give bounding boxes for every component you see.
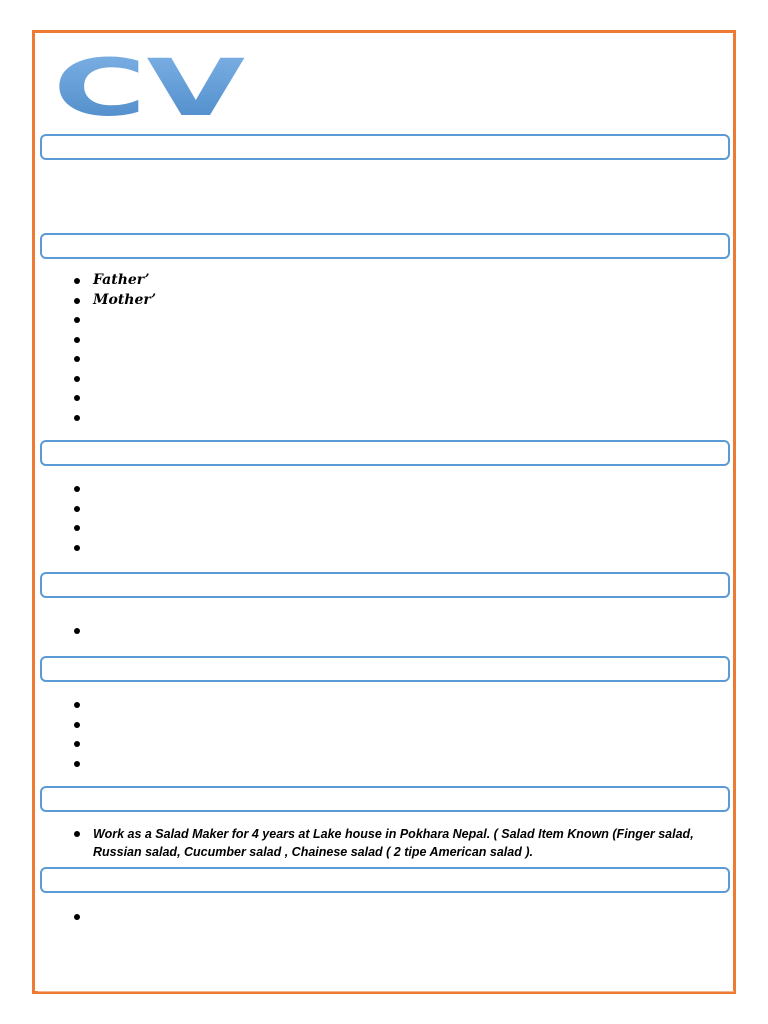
section-bar-3 bbox=[40, 440, 730, 466]
list-item bbox=[35, 408, 705, 428]
cv-page bbox=[32, 30, 736, 994]
section5-list bbox=[35, 695, 705, 773]
list-item bbox=[35, 754, 705, 774]
list-item bbox=[35, 499, 705, 519]
list-item bbox=[35, 349, 705, 369]
family-list bbox=[35, 271, 705, 427]
list-item: Mother’ bbox=[35, 291, 705, 311]
list-item bbox=[35, 388, 705, 408]
list-item bbox=[35, 518, 705, 538]
section-bar-7 bbox=[40, 867, 730, 893]
list-item bbox=[35, 907, 705, 927]
logo-text: CV bbox=[53, 44, 245, 134]
section-bar-4 bbox=[40, 572, 730, 598]
list-item bbox=[35, 369, 705, 389]
list-item: Work as a Salad Maker for 4 years at Lake house in Pokhara Nepal. ( Salad Item Known (Finger salad, Russian salad, Cucumber salad , Chainese salad ( 2 tipe American salad ). bbox=[35, 825, 705, 861]
list-item: Father’ bbox=[35, 271, 705, 291]
list-item bbox=[35, 538, 705, 558]
section-bar-5 bbox=[40, 656, 730, 682]
section-bar-2 bbox=[40, 233, 730, 259]
cv-logo bbox=[53, 44, 248, 134]
section3-list bbox=[35, 479, 705, 557]
list-item bbox=[35, 621, 705, 641]
footer-rule bbox=[38, 991, 734, 992]
list-item bbox=[35, 715, 705, 735]
section-bar-1 bbox=[40, 134, 730, 160]
list-item bbox=[35, 479, 705, 499]
list-item bbox=[35, 310, 705, 330]
section-bar-6 bbox=[40, 786, 730, 812]
list-item bbox=[35, 330, 705, 350]
section7-list bbox=[35, 907, 705, 927]
section4-list bbox=[35, 621, 705, 641]
list-item bbox=[35, 734, 705, 754]
list-item bbox=[35, 695, 705, 715]
experience-list bbox=[35, 825, 705, 861]
